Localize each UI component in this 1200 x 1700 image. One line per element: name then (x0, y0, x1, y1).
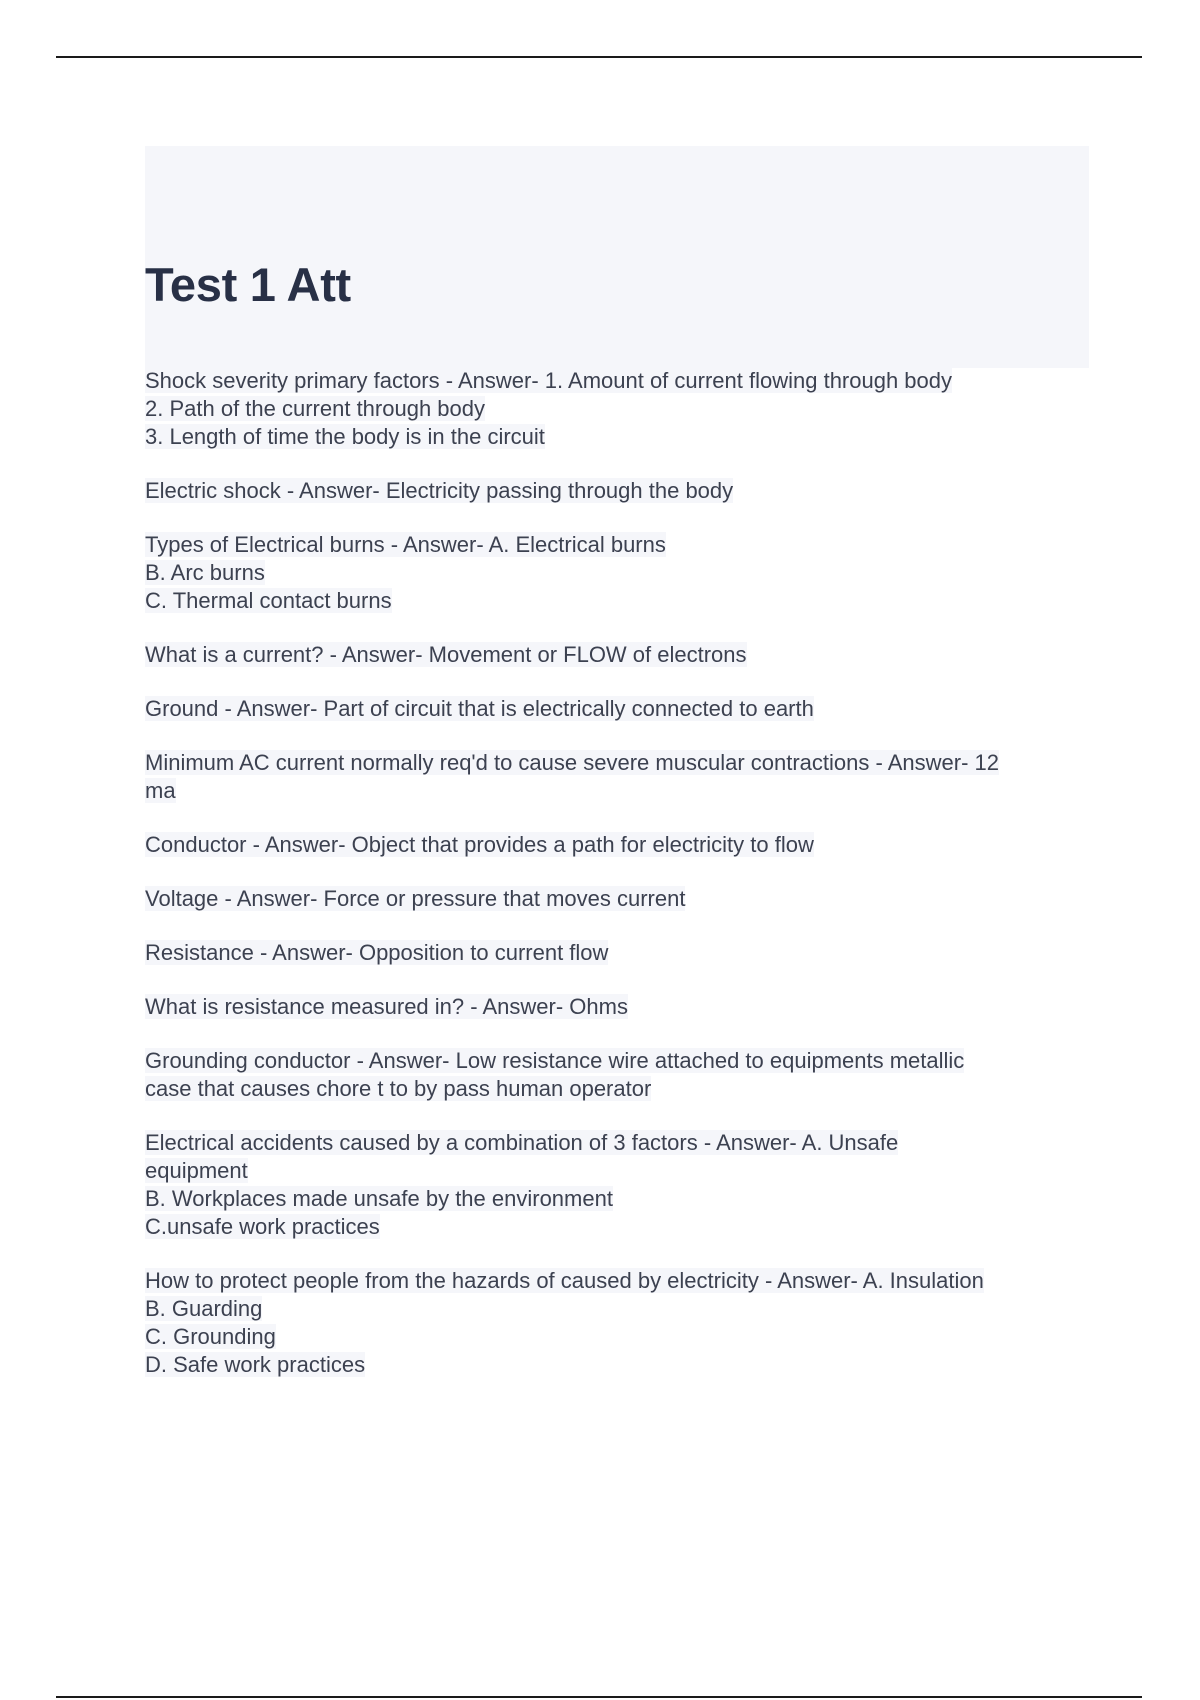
qa-answer-line (145, 777, 1095, 805)
qa-question-line (145, 993, 1095, 1021)
qa-answer-line (145, 395, 1095, 423)
qa-answer-line (145, 1213, 1095, 1241)
qa-line-text: Voltage - Answer- Force or pressure that moves current (145, 886, 686, 911)
qa-question-line (145, 939, 1095, 967)
qa-item (145, 1047, 1095, 1103)
qa-item (145, 885, 1095, 913)
qa-line-text: case that causes chore t to by pass human operator (145, 1076, 652, 1101)
qa-list (145, 367, 1095, 1405)
qa-question-line (145, 477, 1095, 505)
qa-line-text: Grounding conductor - Answer- Low resistance wire attached to equipments metallic (145, 1048, 965, 1073)
qa-line-text: Electrical accidents caused by a combination of 3 factors - Answer- A. Unsafe (145, 1130, 899, 1155)
qa-line-text: B. Guarding (145, 1296, 263, 1321)
qa-item (145, 1267, 1095, 1379)
top-rule (56, 56, 1142, 58)
qa-item (145, 1129, 1095, 1241)
qa-question-line (145, 531, 1095, 559)
qa-line-text: C. Thermal contact burns (145, 588, 392, 613)
qa-answer-line (145, 559, 1095, 587)
qa-line-text: D. Safe work practices (145, 1352, 366, 1377)
qa-item (145, 831, 1095, 859)
qa-question-line (145, 1129, 1095, 1157)
qa-question-line (145, 885, 1095, 913)
qa-question-line (145, 1047, 1095, 1075)
qa-line-text: 2. Path of the current through body (145, 396, 486, 421)
qa-question-line (145, 367, 1095, 395)
qa-line-text: Electric shock - Answer- Electricity passing through the body (145, 478, 734, 503)
qa-answer-line (145, 423, 1095, 451)
qa-line-text: C.unsafe work practices (145, 1214, 380, 1239)
qa-question-line (145, 831, 1095, 859)
qa-line-text: Minimum AC current normally req'd to cause severe muscular contractions - Answer- 12 (145, 750, 999, 775)
qa-line-text: How to protect people from the hazards of caused by electricity - Answer- A. Insulation (145, 1268, 984, 1293)
qa-answer-line (145, 587, 1095, 615)
qa-answer-line (145, 1075, 1095, 1103)
qa-line-text: C. Grounding (145, 1324, 276, 1349)
qa-item (145, 749, 1095, 805)
qa-line-text: ma (145, 778, 176, 803)
qa-line-text: Types of Electrical burns - Answer- A. Electrical burns (145, 532, 666, 557)
qa-question-line (145, 641, 1095, 669)
bottom-rule (56, 1696, 1142, 1698)
qa-line-text: B. Arc burns (145, 560, 265, 585)
qa-line-text: 3. Length of time the body is in the circuit (145, 424, 545, 449)
qa-line-text: What is resistance measured in? - Answer- Ohms (145, 994, 628, 1019)
qa-item (145, 531, 1095, 615)
qa-answer-line (145, 1185, 1095, 1213)
qa-line-text: Resistance - Answer- Opposition to current flow (145, 940, 609, 965)
qa-item (145, 641, 1095, 669)
qa-line-text: Shock severity primary factors - Answer- 1. Amount of current flowing through body (145, 368, 953, 393)
qa-line-text: Ground - Answer- Part of circuit that is electrically connected to earth (145, 696, 814, 721)
qa-item (145, 993, 1095, 1021)
qa-item (145, 695, 1095, 723)
qa-question-line (145, 1267, 1095, 1295)
qa-answer-line (145, 1351, 1095, 1379)
qa-answer-line (145, 1295, 1095, 1323)
qa-item (145, 477, 1095, 505)
qa-answer-line (145, 1157, 1095, 1185)
qa-line-text: B. Workplaces made unsafe by the environment (145, 1186, 613, 1211)
page-title: Test 1 Att (145, 258, 351, 311)
qa-question-line (145, 695, 1095, 723)
qa-item (145, 367, 1095, 451)
qa-answer-line (145, 1323, 1095, 1351)
qa-line-text: equipment (145, 1158, 248, 1183)
qa-question-line (145, 749, 1095, 777)
qa-line-text: What is a current? - Answer- Movement or FLOW of electrons (145, 642, 747, 667)
qa-item (145, 939, 1095, 967)
qa-line-text: Conductor - Answer- Object that provides a path for electricity to flow (145, 832, 814, 857)
title-band (145, 146, 1089, 368)
